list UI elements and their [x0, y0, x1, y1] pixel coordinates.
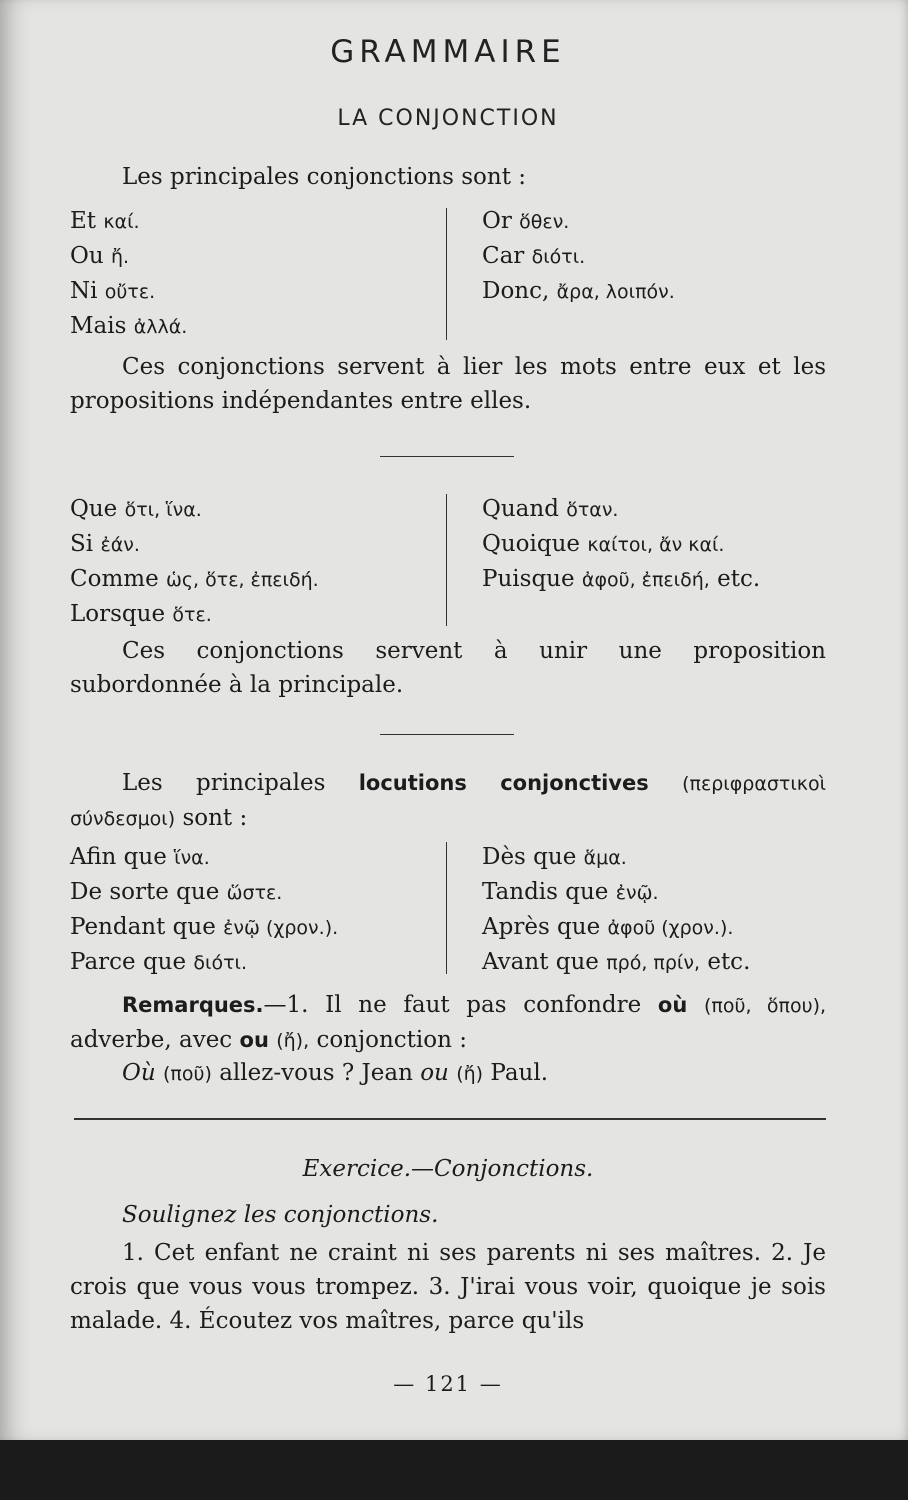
column-divider	[446, 494, 447, 626]
list-item: Mais ἀλλά.	[70, 313, 188, 339]
list-item: Ni οὔτε.	[70, 278, 156, 304]
separator-rule	[380, 734, 514, 735]
section2-right-list	[482, 492, 760, 597]
list-item: Or ὅθεν.	[482, 208, 570, 234]
section3-intro: Les principales locutions conjonctives (περιφραστικοὶ σύνδεσμοι) sont :	[70, 770, 827, 831]
section1-intro: Les principales conjonctions sont :	[122, 164, 526, 190]
separator-rule	[380, 456, 514, 457]
column-divider	[446, 208, 447, 340]
list-item: Tandis que ἐνῷ.	[482, 879, 659, 905]
section1-explanation: Ces conjonctions servent à lier les mots entre eux et les propositions indépendantes entre elles.	[70, 354, 826, 414]
page-title: GRAMMAIRE	[330, 34, 566, 70]
section2-left-list	[70, 492, 319, 632]
list-item: Donc, ἄρα, λοιπόν.	[482, 278, 675, 304]
section3-right-list	[482, 840, 750, 980]
section1-left-list	[70, 204, 187, 344]
list-item: Car διότι.	[482, 243, 586, 269]
list-item: Que ὅτι, ἵνα.	[70, 496, 202, 522]
list-item: Dès que ἅμα.	[482, 844, 627, 870]
section1-right-list	[482, 204, 675, 309]
exercise-body: 1. Cet enfant ne craint ni ses parents ni ses maîtres. 2. Je crois que vous vous trompez. 3. J'irai vous voir, quoique je sois malade. 4. Écoutez vos maîtres, parce qu'ils	[70, 1240, 826, 1334]
list-item: Après que ἀφοῦ (χρον.).	[482, 914, 734, 940]
list-item: Pendant que ἐνῷ (χρον.).	[70, 914, 339, 940]
list-item: Quand ὅταν.	[482, 496, 619, 522]
list-item: Ou ἤ.	[70, 243, 130, 269]
list-item: Parce que διότι.	[70, 949, 248, 975]
list-item: Afin que ἵνα.	[70, 844, 210, 870]
list-item: Comme ὡς, ὅτε, ἐπειδή.	[70, 566, 319, 592]
list-item: Quoique καίτοι, ἄν καί.	[482, 531, 725, 557]
remarks-example: Où (ποῦ) allez-vous ? Jean ou (ἤ) Paul.	[122, 1060, 549, 1086]
list-item: Avant que πρό, πρίν, etc.	[482, 949, 751, 975]
list-item: Lorsque ὅτε.	[70, 601, 212, 627]
list-item: Puisque ἀφοῦ, ἐπειδή, etc.	[482, 566, 761, 592]
section-subtitle: LA CONJONCTION	[337, 106, 559, 131]
list-item: Et καί.	[70, 208, 140, 234]
page-number: — 121 —	[393, 1372, 503, 1396]
remarks-paragraph: Remarques.—1. Il ne faut pas confondre où (ποῦ, ὅπου), adverbe, avec ou (ἤ), conjonction :	[70, 992, 827, 1053]
column-divider	[446, 842, 447, 974]
exercise-instruction: Soulignez les conjonctions.	[122, 1202, 439, 1228]
section2-explanation: Ces conjonctions servent à unir une proposition subordonnée à la principale.	[70, 638, 826, 698]
section-divider	[74, 1118, 826, 1120]
section3-left-list	[70, 840, 338, 980]
list-item: Si ἐάν.	[70, 531, 140, 557]
scan-background	[0, 1440, 908, 1500]
list-item: De sorte que ὥστε.	[70, 879, 283, 905]
exercise-title: Exercice.—Conjonctions.	[302, 1156, 594, 1182]
